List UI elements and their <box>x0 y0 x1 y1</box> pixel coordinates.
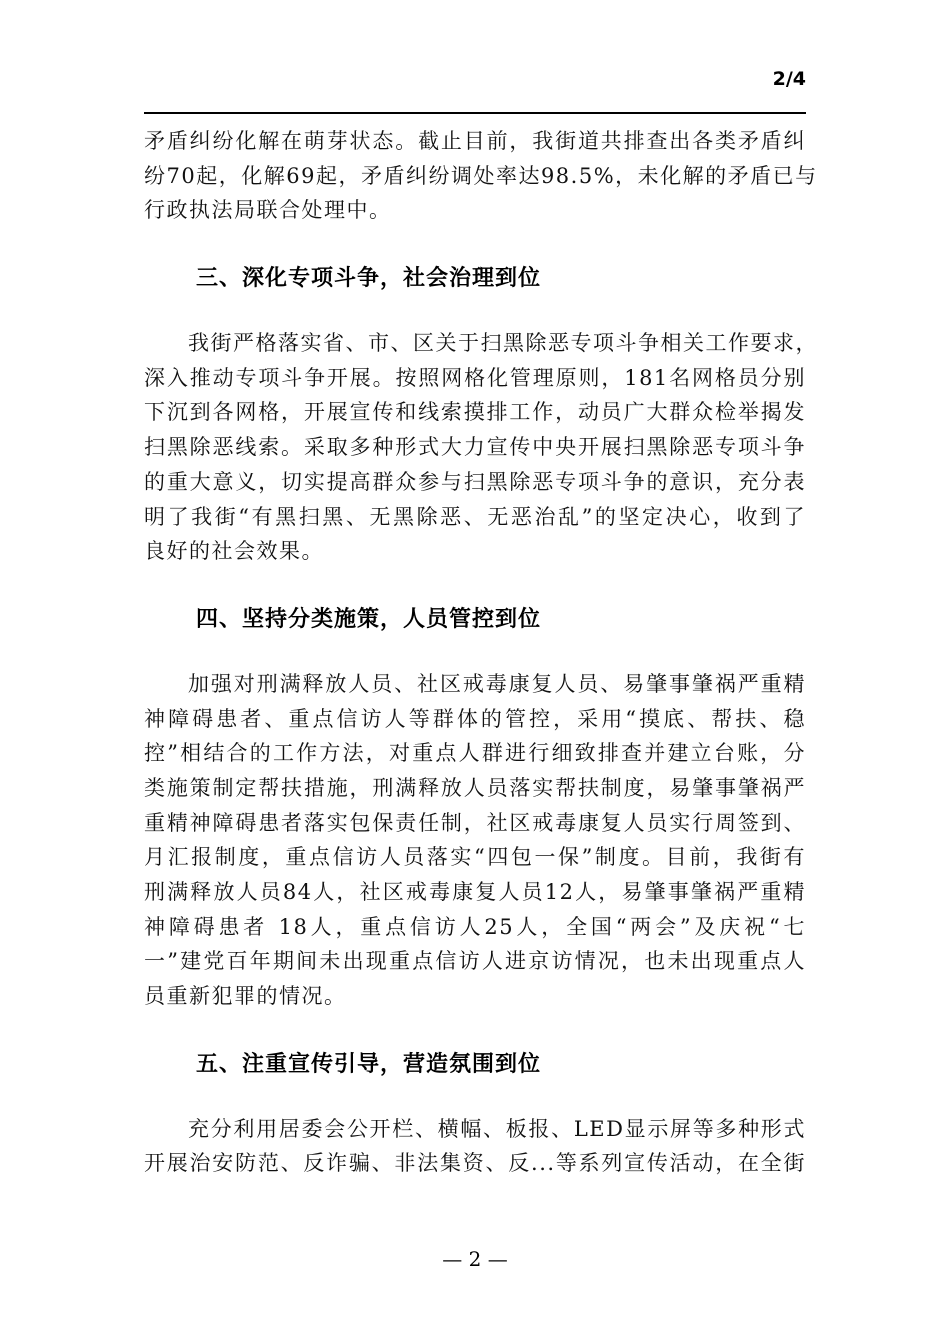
paragraph-section-5 <box>144 1112 806 1181</box>
header-rule <box>144 112 806 114</box>
page-counter: 2/4 <box>772 68 806 90</box>
text-line: 下沉到各网格，开展宣传和线索摸排工作，动员广大群众检举揭发 <box>144 400 806 425</box>
text-line: 重精神障碍患者落实包保责任制，社区戒毒康复人员实行周签到、 <box>144 810 806 835</box>
document-body <box>144 124 818 1181</box>
text-line: 纷70起，化解69起，矛盾纠纷调处率达98.5%，未化解的矛盾已与 <box>144 163 818 188</box>
text-line: 刑满释放人员84人，社区戒毒康复人员12人，易肇事肇祸严重精 <box>144 880 806 904</box>
section-heading-3: 三、深化专项斗争，社会治理到位 <box>196 266 542 292</box>
text-line: 控”相结合的工作方法，对重点人群进行细致排查并建立台账，分 <box>144 741 806 766</box>
section-heading-4: 四、坚持分类施策，人员管控到位 <box>196 606 542 632</box>
paragraph-continuation <box>144 124 818 228</box>
text-line: 开展治安防范、反诈骗、非法集资、反...等系列宣传活动，在全街 <box>144 1151 806 1176</box>
page-number: — 2 — <box>442 1247 508 1271</box>
text-line: 良好的社会效果。 <box>144 539 324 564</box>
paragraph-section-4 <box>144 667 806 1014</box>
text-line: 员重新犯罪的情况。 <box>144 984 347 1009</box>
paragraph-section-3 <box>144 326 818 569</box>
text-line: 的重大意义，切实提高群众参与扫黑除恶专项斗争的意识，充分表 <box>144 469 806 494</box>
section-heading-5: 五、注重宣传引导，营造氛围到位 <box>196 1051 542 1077</box>
text-line: 明了我街“有黑扫黑、无黑除恶、无恶治乱”的坚定决心，收到了 <box>144 504 806 529</box>
text-line: 神障碍患者 18人，重点信访人25人，全国“两会”及庆祝“七 <box>144 914 806 939</box>
text-line: 深入推动专项斗争开展。按照网格化管理原则，181名网格员分别 <box>144 365 806 390</box>
text-line: 神障碍患者、重点信访人等群体的管控，采用“摸底、帮扶、稳 <box>144 706 806 731</box>
text-line: 扫黑除恶线索。采取多种形式大力宣传中央开展扫黑除恶专项斗争 <box>144 435 806 460</box>
text-line: 一”建党百年期间未出现重点信访人进京访情况，也未出现重点人 <box>144 949 806 974</box>
text-line: 行政执法局联合处理中。 <box>144 198 392 223</box>
text-line: 月汇报制度，重点信访人员落实“四包一保”制度。目前，我街有 <box>144 845 806 870</box>
text-line: 加强对刑满释放人员、社区戒毒康复人员、易肇事肇祸严重精 <box>188 671 806 696</box>
text-line: 充分利用居委会公开栏、横幅、板报、LED显示屏等多种形式 <box>188 1116 806 1141</box>
text-line: 我街严格落实省、市、区关于扫黑除恶专项斗争相关工作要求， <box>188 331 818 356</box>
text-line: 类施策制定帮扶措施，刑满释放人员落实帮扶制度，易肇事肇祸严 <box>144 775 806 800</box>
text-line: 矛盾纠纷化解在萌芽状态。截止目前，我街道共排查出各类矛盾纠 <box>144 129 806 153</box>
